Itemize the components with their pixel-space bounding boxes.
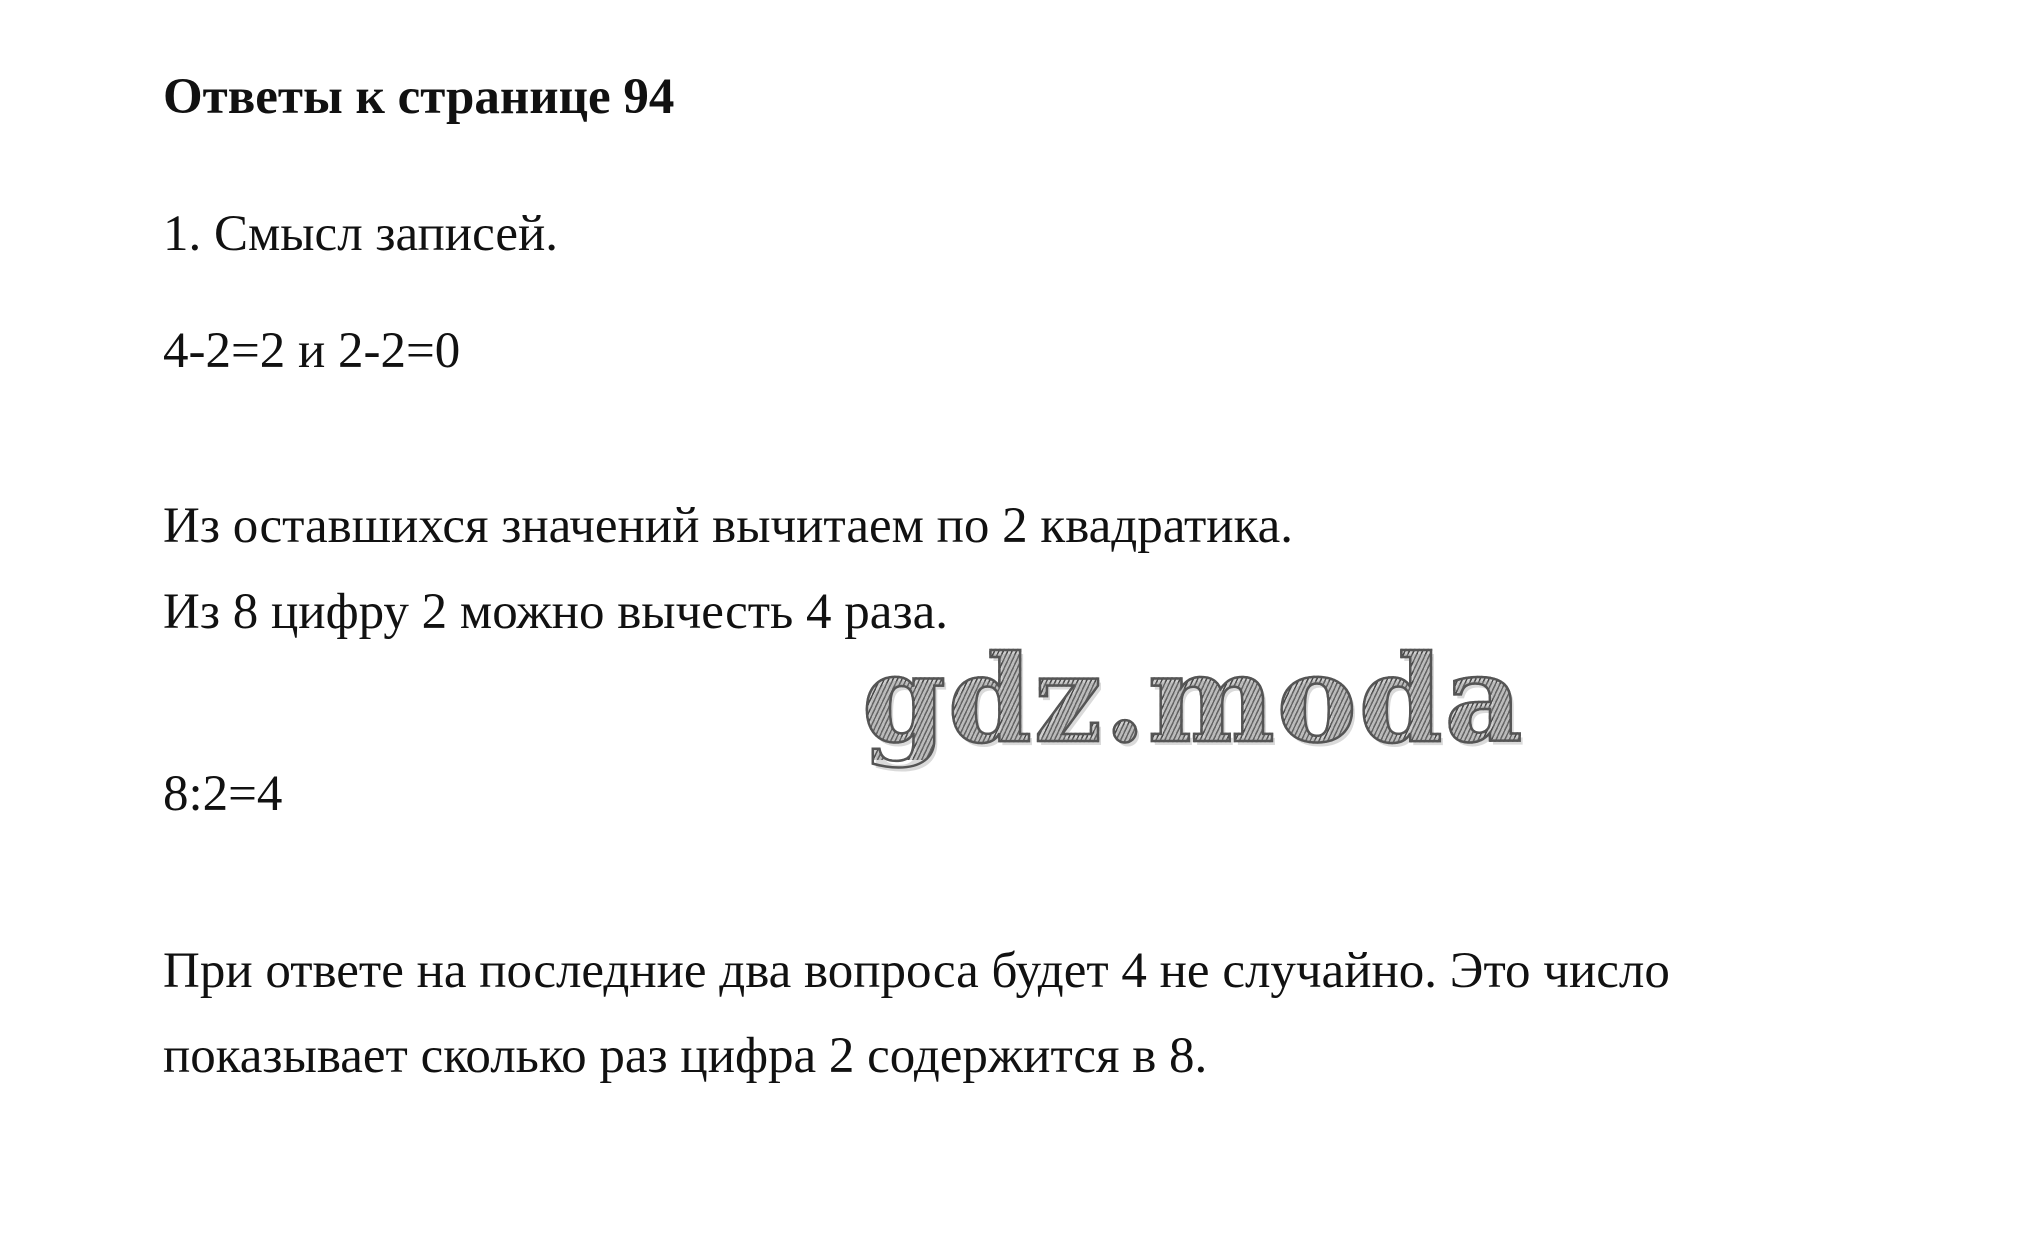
division-line: 8:2=4	[163, 766, 283, 822]
explanation-line-1: Из оставшихся значений вычитаем по 2 квадратика.	[163, 498, 1293, 554]
explanation-line-2: Из 8 цифру 2 можно вычесть 4 раза.	[163, 584, 948, 640]
watermark-logo: gdz.moda	[862, 629, 1525, 770]
conclusion-line-1: При ответе на последние два вопроса будет 4 не случайно. Это число	[163, 943, 1670, 999]
equation-line: 4-2=2 и 2-2=0	[163, 323, 461, 379]
conclusion-line-2: показывает сколько раз цифра 2 содержится в 8.	[163, 1028, 1208, 1084]
page-title: Ответы к странице 94	[163, 69, 675, 125]
task-heading: 1. Смысл записей.	[163, 206, 559, 262]
